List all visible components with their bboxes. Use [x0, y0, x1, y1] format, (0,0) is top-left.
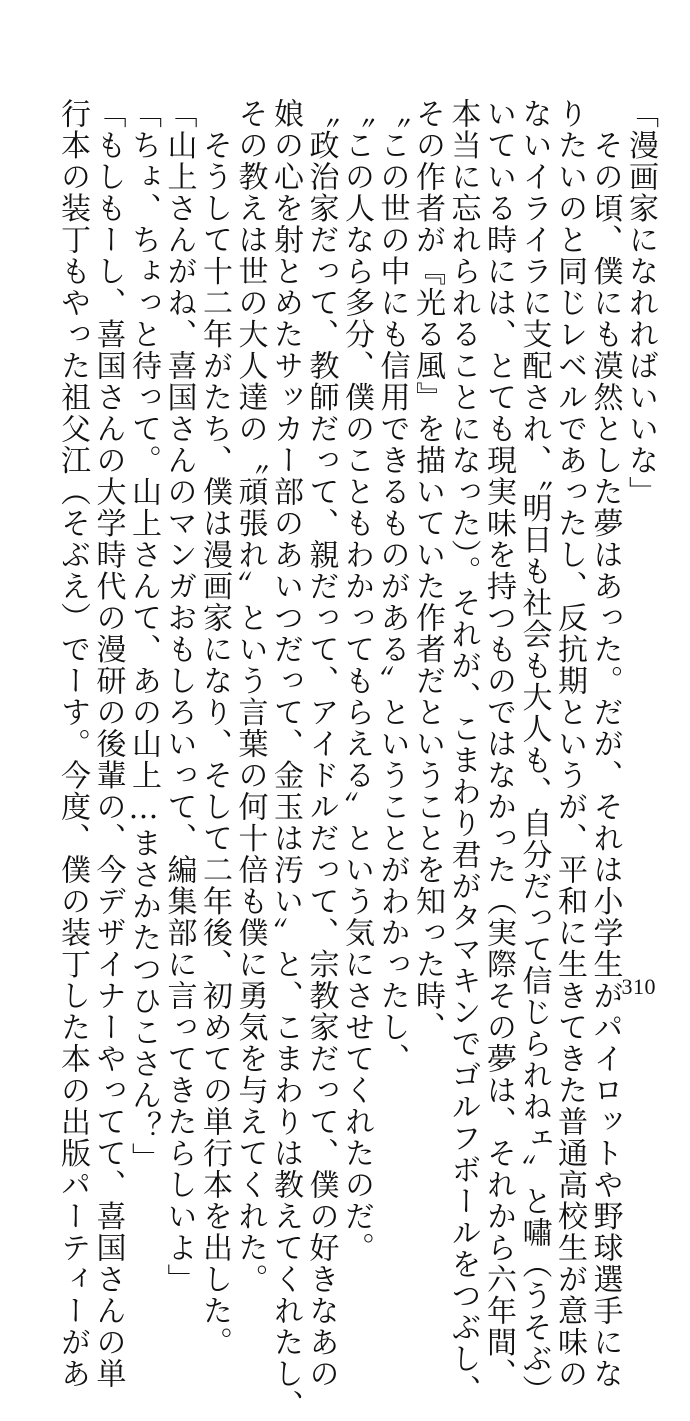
- text-line: その頃、僕にも漠然とした夢はあった。だが、それは小学生がパイロットや野球選手にな: [587, 98, 623, 1390]
- text-line: 〝この人なら多分、僕のこともわかってもらえる〟という気にさせてくれたのだ。: [339, 98, 374, 1264]
- text-line: いている時には、とても現実味を持つものではなかった（実際その夢は、それから六年間、: [481, 98, 516, 1390]
- text-line: 〝政治家だって、教師だって、親だって、アイドルだって、宗教家だって、僕の好きなあの: [303, 98, 339, 1390]
- text-line: そうして十二年がたち、僕は漫画家になり、そして二年後、初めての単行本を出した。: [197, 98, 232, 1358]
- text-line: 「ちょ、ちょっと待って。山上さんて、あの山上…まさかたつひこさん？」: [126, 98, 161, 1174]
- page-number: 310: [621, 974, 656, 999]
- text-line: 娘の心を射とめたサッカー部のあいつだって、金玉は汚い〟と、こまわりは教えてくれたし、: [268, 98, 303, 1421]
- text-line: 「山上さんがね、喜国さんのマンガおもしろいって、編集部に言ってきたらしいよ」: [161, 98, 197, 1295]
- text-line: 「漫画家になれればいいな」: [623, 98, 658, 508]
- text-line: その教えは世の大人達の〝頑張れ〟という言葉の何十倍も僕に勇気を与えてくれた。: [232, 98, 268, 1295]
- text-line: 〝この世の中にも信用できるものがある〟ということがわかったし、: [374, 98, 410, 1075]
- text-line: 本当に忘れられることになった）。それが、こまわり君がタマキンでゴルフボールをつぶし、: [445, 98, 481, 1406]
- text-line: 行本の装丁もやった祖父江（そぶえ）でーす。今度、僕の装丁した本の出版パーティーがあ: [55, 98, 90, 1390]
- text-line: その作者が『光る風』を描いていた作者だということを知った時、: [410, 98, 445, 1043]
- text-line: 「もしもーし、喜国さんの大学時代の漫研の後輩の、今デザイナーやってて、喜国さんの単: [90, 98, 126, 1390]
- text-line: りたいのと同じレベルであったし、反抗期というが、平和に生きてきた普通高校生が意味の: [552, 98, 587, 1390]
- text-line: ないイライラに支配され、〝明日も社会も大人も、自分だって信じられねェ〟と嘯（うそぶ）: [516, 98, 552, 1406]
